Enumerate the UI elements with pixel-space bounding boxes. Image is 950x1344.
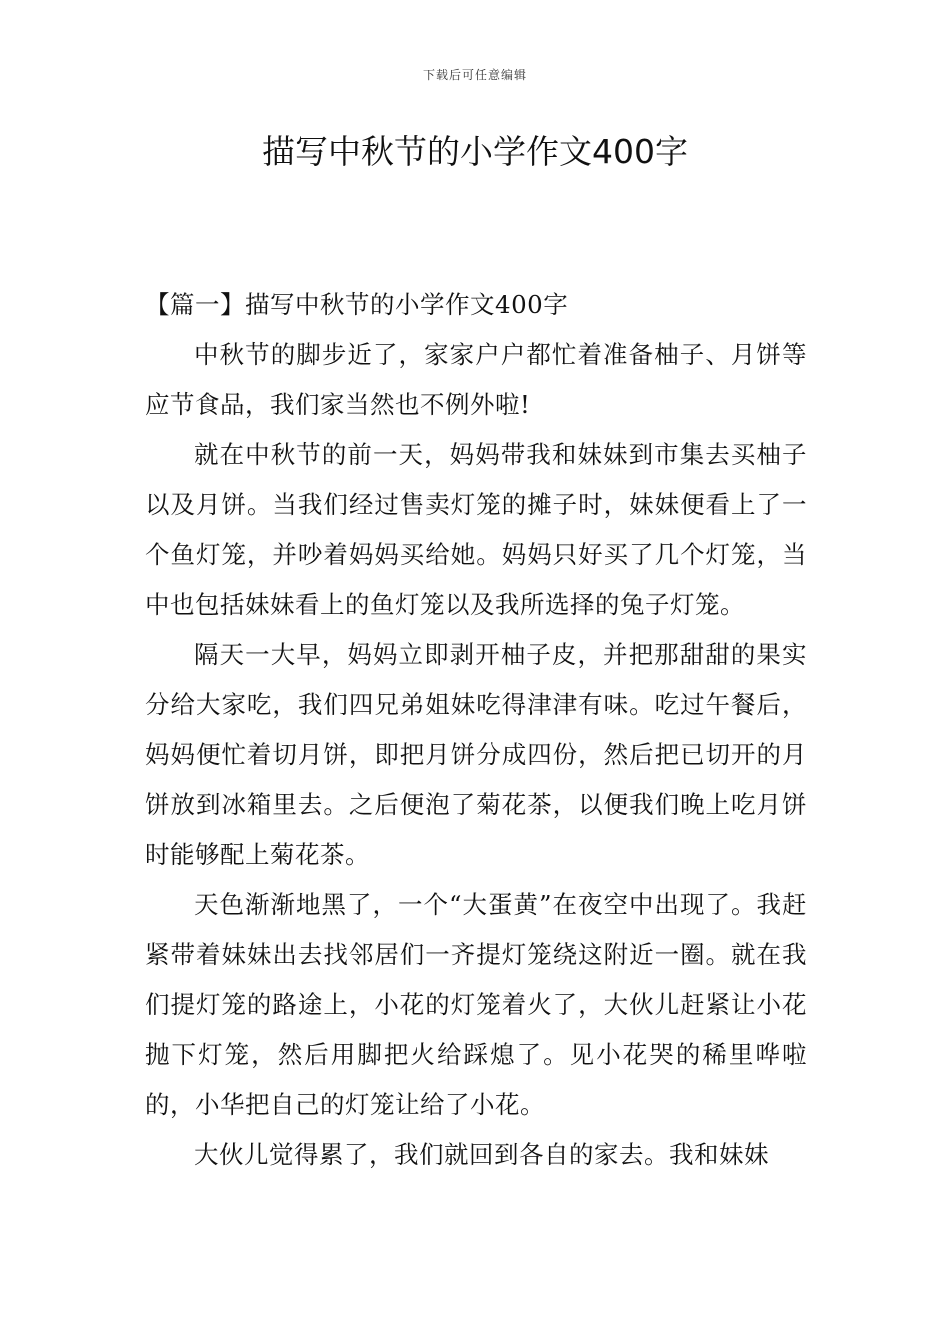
paragraph-5: 大伙儿觉得累了，我们就回到各自的家去。我和妹妹 (194, 1140, 769, 1169)
paragraph-4: 天色渐渐地黑了，一个“大蛋黄”在夜空中出现了。我赶紧带着妹妹出去找邻居们一齐提灯笼绕这附近一圈。就在我们提灯笼的路途上，小花的灯笼着火了，大伙儿赶紧让小花抛下灯笼，然后用脚把火给踩熄了。见小花哭的稀里哗啦的，小华把自己的灯笼让给了小花。 (145, 890, 807, 1119)
document-title: 描写中秋节的小学作文400字 (262, 132, 688, 171)
header-note: 下载后可任意编辑 (422, 68, 527, 82)
section-heading: 【篇一】描写中秋节的小学作文400字 (145, 290, 569, 319)
document-body (145, 280, 807, 1180)
paragraph-2: 就在中秋节的前一天，妈妈带我和妹妹到市集去买柚子以及月饼。当我们经过售卖灯笼的摊子时，妹妹便看上了一个鱼灯笼，并吵着妈妈买给她。妈妈只好买了几个灯笼，当中也包括妹妹看上的鱼灯笼以及我所选择的兔子灯笼。 (145, 440, 807, 619)
paragraph-1: 中秋节的脚步近了，家家户户都忙着准备柚子、月饼等应节食品，我们家当然也不例外啦! (145, 340, 807, 419)
paragraph-3: 隔天一大早，妈妈立即剥开柚子皮，并把那甜甜的果实分给大家吃，我们四兄弟姐妹吃得津津有味。吃过午餐后，妈妈便忙着切月饼，即把月饼分成四份，然后把已切开的月饼放到冰箱里去。之后便泡了菊花茶，以便我们晚上吃月饼时能够配上菊花茶。 (145, 640, 807, 869)
